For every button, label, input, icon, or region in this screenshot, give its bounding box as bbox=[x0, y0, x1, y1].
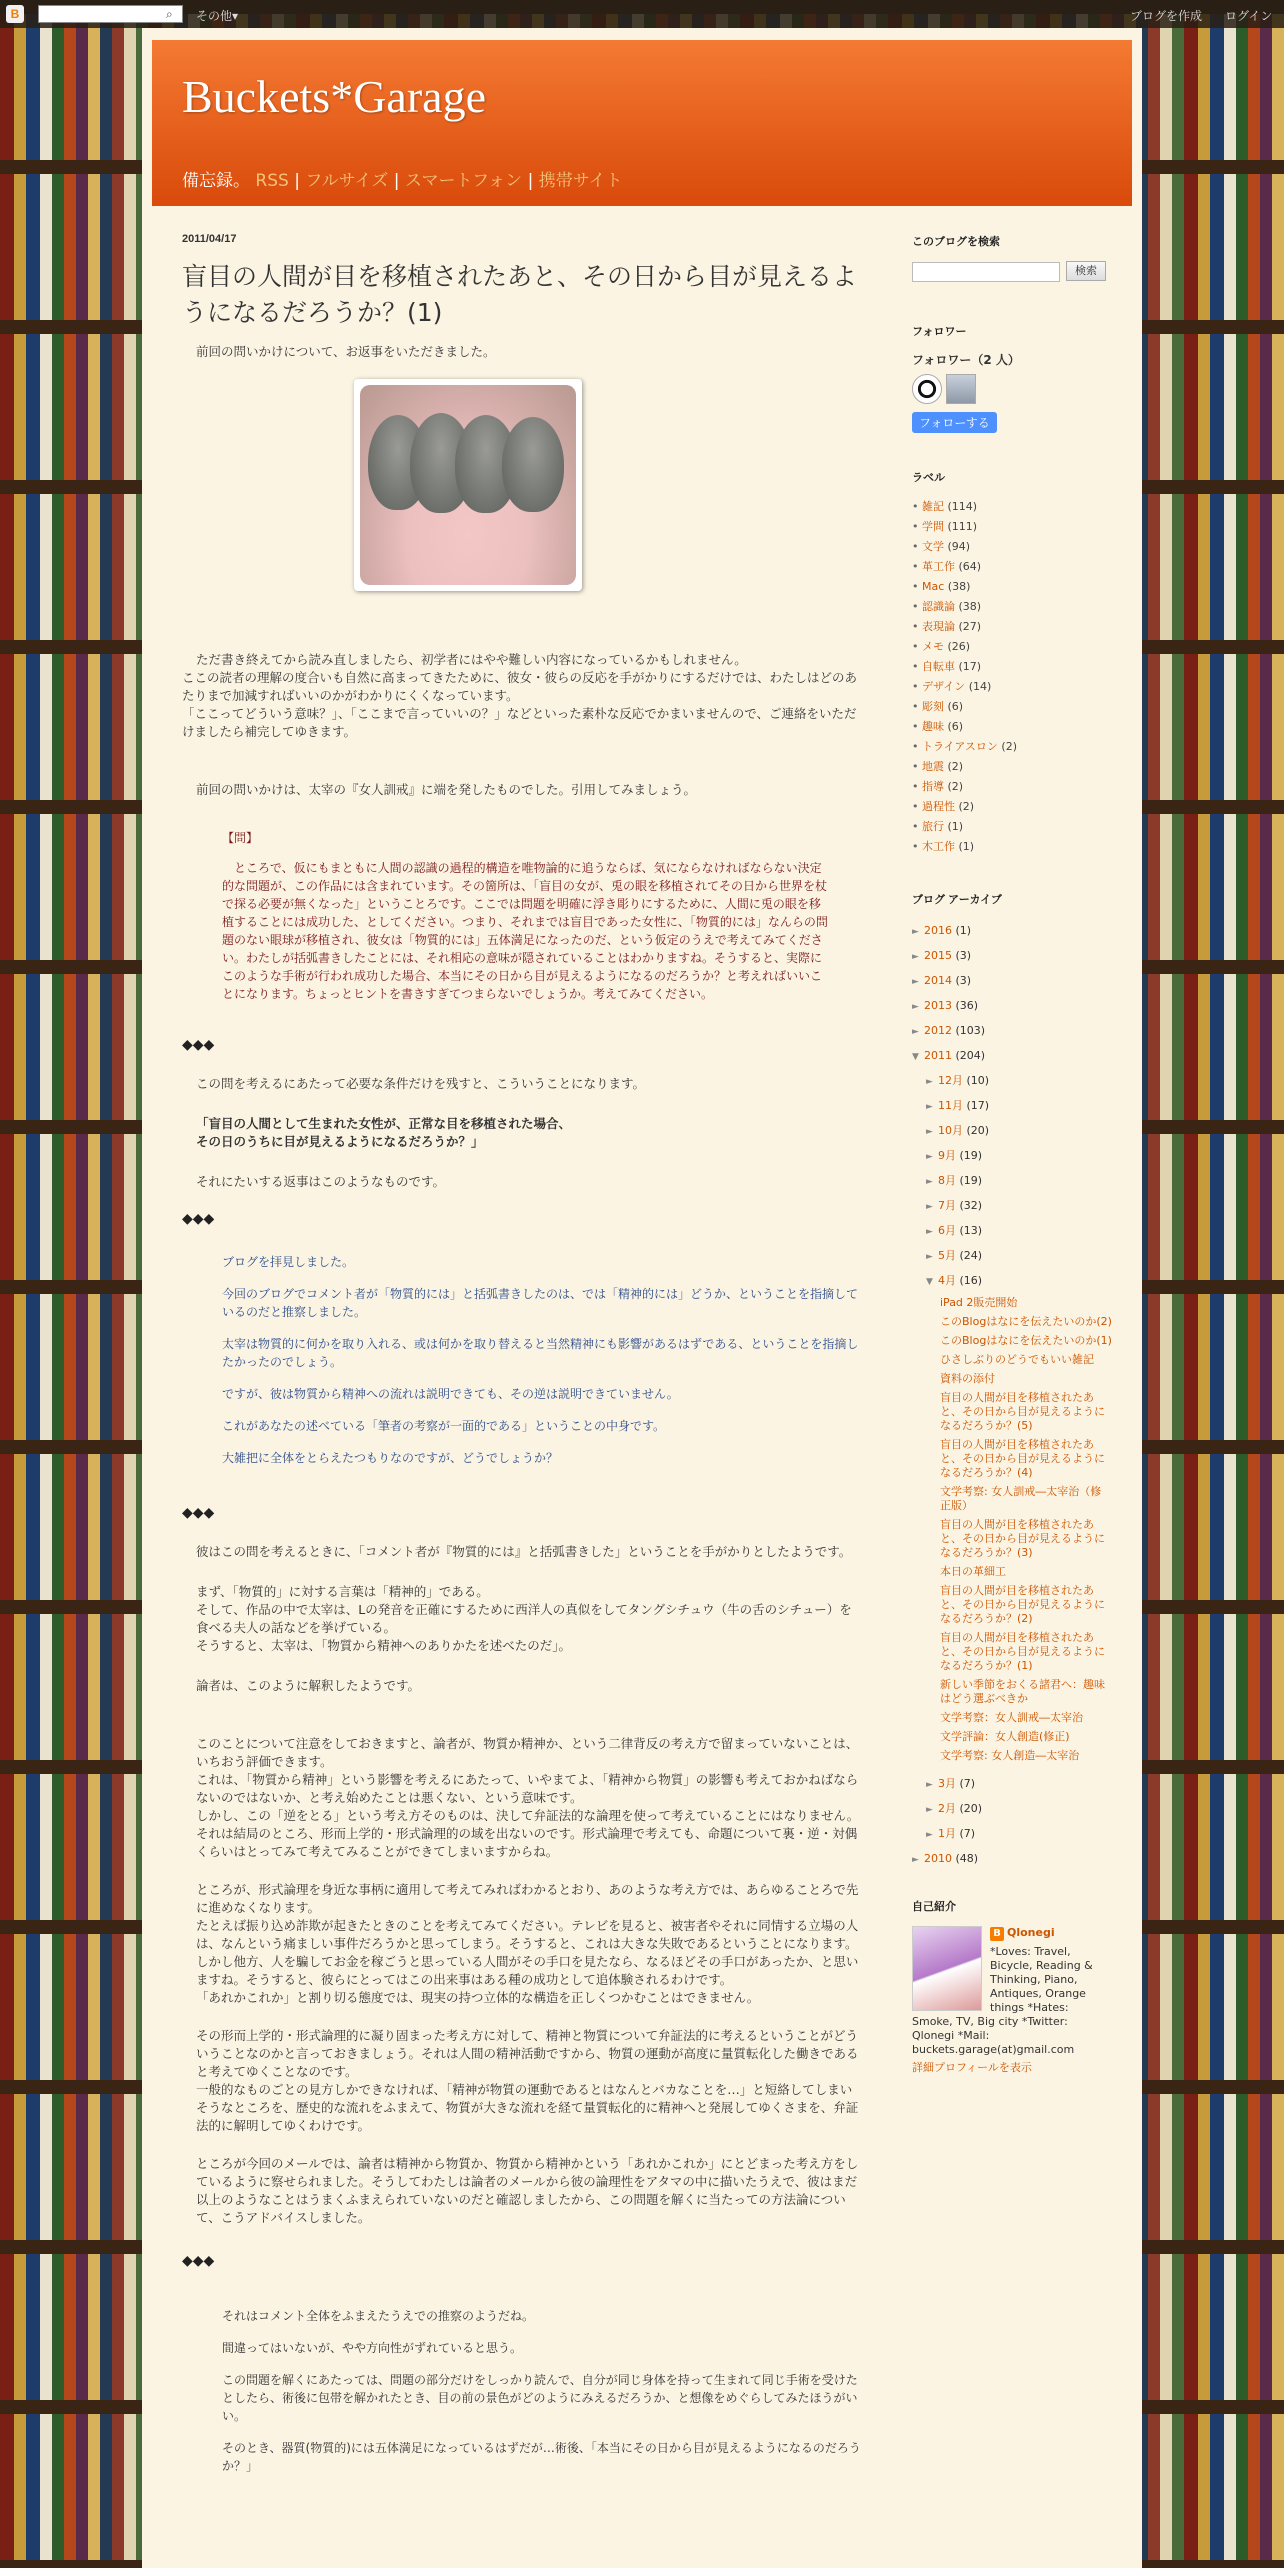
label-count: (2) bbox=[944, 780, 964, 793]
archive-count: (3) bbox=[952, 949, 972, 962]
post-title[interactable]: 盲目の人間が目を移植されたあと、その日から目が見えるようになるだろうか？(1) bbox=[182, 262, 858, 327]
archive-post-link[interactable]: ひさしぶりのどうでもいい雑記 bbox=[940, 1353, 1094, 1366]
collapse-arrow-icon[interactable]: ▼ bbox=[912, 1052, 919, 1062]
post-date: 2011/04/17 bbox=[182, 233, 237, 245]
archive-year[interactable] bbox=[912, 969, 1112, 994]
archive-link[interactable]: 2月 bbox=[938, 1802, 956, 1815]
create-blog-link[interactable]: ブログを作成 bbox=[1130, 9, 1203, 23]
post-photo[interactable] bbox=[354, 379, 582, 591]
archive-year[interactable] bbox=[912, 1044, 1112, 1069]
label-item[interactable] bbox=[912, 757, 1112, 777]
archive-link[interactable]: 2016 bbox=[924, 924, 952, 937]
post-column bbox=[182, 233, 862, 2489]
label-item[interactable] bbox=[912, 597, 1112, 617]
label-count: (26) bbox=[944, 640, 971, 653]
follow-button[interactable]: フォローする bbox=[912, 412, 997, 433]
reply-text: ブログを拝見しました。 bbox=[222, 1255, 355, 1269]
navbar-more-menu[interactable]: その他▾ bbox=[196, 9, 239, 23]
follower-count: フォロワー（2 人） bbox=[912, 353, 1020, 367]
archive-tree bbox=[912, 919, 1112, 1872]
label-link[interactable]: 学問 bbox=[922, 520, 944, 533]
paragraph: ところが、形式論理を身近な事柄に適用して考えてみればわかるとおり、あのような考え方では、あらゆることろで先に進めなくなります。 bbox=[196, 1882, 859, 1915]
paragraph: 彼はこの問を考えるときに、「コメント者が『物質的には』と括弧書きした」ということを手がかりとしたようです。 bbox=[196, 1544, 852, 1559]
archive-post-link[interactable]: 文学考察: 女人訓戒―太宰治（修正版） bbox=[940, 1485, 1102, 1512]
archive-count: (1) bbox=[952, 924, 972, 937]
label-link[interactable]: 自転車 bbox=[922, 660, 955, 673]
label-count: (38) bbox=[955, 600, 982, 613]
archive-post-link[interactable]: 文学考察: 女人創造―太宰治 bbox=[940, 1749, 1080, 1762]
blog-search-input[interactable] bbox=[912, 262, 1060, 282]
paragraph: ところが今回のメールでは、論者は精神から物質か、物質から精神かという「あれかこれか」にとどまった考え方をしているように察せられました。そうしてわたしは論者のメールから彼の論理性をアタマの中に描いたうえで、彼はまだ以上のようなことはうまくふまえられていないのだと確認しましたから、この問題を解くに当たっての方法論について、こうアドバイスしました。 bbox=[196, 2156, 859, 2225]
archive-post-link[interactable]: 盲目の人間が目を移植されたあと、その日から目が見えるようになるだろうか？(2) bbox=[940, 1584, 1105, 1625]
label-link[interactable]: 旅行 bbox=[922, 820, 944, 833]
archive-post-link[interactable]: 本日の革細工 bbox=[940, 1565, 1006, 1578]
expand-arrow-icon[interactable]: ► bbox=[912, 1027, 919, 1037]
expand-arrow-icon[interactable]: ► bbox=[926, 1252, 933, 1262]
paragraph: 前回の問いかけは、太宰の『女人訓戒』に端を発したものでした。引用してみましょう。 bbox=[196, 782, 697, 797]
reply-text: ですが、彼は物質から精神への流れは説明できても、その逆は説明できていません。 bbox=[222, 1387, 679, 1401]
advice-text: この問題を解くにあたっては、問題の部分だけをしっかり読んで、自分が同じ身体を持って生まれて同じ手術を受けたとしたら、術後に包帯を解かれたとき、目の前の景色がどのようにみえるだろうか、と想像をめぐらしてみたほうがいい。 bbox=[222, 2373, 858, 2423]
label-link[interactable]: 地震 bbox=[922, 760, 944, 773]
search-button[interactable]: 検索 bbox=[1066, 261, 1106, 281]
blog-tagline: 備忘録。 bbox=[182, 171, 250, 191]
archive-month[interactable] bbox=[912, 1822, 1112, 1847]
archive-count: (16) bbox=[956, 1274, 983, 1287]
archive-link[interactable]: 1月 bbox=[938, 1827, 956, 1840]
label-item[interactable] bbox=[912, 837, 1112, 857]
archive-link[interactable]: 2013 bbox=[924, 999, 952, 1012]
label-item[interactable] bbox=[912, 637, 1112, 657]
label-link[interactable]: 過程性 bbox=[922, 800, 955, 813]
section-divider: ◆◆◆ bbox=[182, 1211, 215, 1227]
label-count: (27) bbox=[955, 620, 982, 633]
bullet-icon: • bbox=[912, 780, 922, 793]
archive-post-link[interactable]: 盲目の人間が目を移植されたあと、その日から目が見えるようになるだろうか？(3) bbox=[940, 1518, 1105, 1559]
archive-count: (7) bbox=[956, 1827, 976, 1840]
archive-year[interactable] bbox=[912, 944, 1112, 969]
label-item[interactable] bbox=[912, 697, 1112, 717]
blog-header bbox=[152, 40, 1132, 206]
follower-avatar[interactable] bbox=[912, 374, 942, 404]
reply-text: 太宰は物質的に何かを取り入れる、或は何かを取り替えると当然精神にも影響があるはずである、ということを指摘したかったのでしょう。 bbox=[222, 1337, 859, 1369]
archive-link[interactable]: 5月 bbox=[938, 1249, 956, 1262]
archive-count: (7) bbox=[956, 1777, 976, 1790]
paragraph: この問を考えるにあたって必要な条件だけを残すと、こういうことになります。 bbox=[196, 1076, 646, 1091]
profile-name-text[interactable]: Qlonegi bbox=[1007, 1926, 1055, 1939]
label-item[interactable] bbox=[912, 737, 1112, 757]
archive-post-list bbox=[912, 1294, 1112, 1772]
archive-count: (3) bbox=[952, 974, 972, 987]
bullet-icon: • bbox=[912, 540, 922, 553]
archive-year[interactable] bbox=[912, 1847, 1112, 1872]
archive-post-link[interactable]: 盲目の人間が目を移植されたあと、その日から目が見えるようになるだろうか？(5) bbox=[940, 1391, 1105, 1432]
label-link[interactable]: デザイン bbox=[922, 680, 966, 693]
bullet-icon: • bbox=[912, 820, 922, 833]
reply-text: 今回のブログでコメント者が「物質的には」と括弧書きしたのは、では「精神的には」どうか、ということを指摘しているのだと推察しました。 bbox=[222, 1287, 859, 1319]
label-count: (111) bbox=[944, 520, 978, 533]
archive-count: (17) bbox=[963, 1099, 990, 1112]
paragraph: ここの読者の理解の度合いも自然に高まってきたために、彼女・彼らの反応を手がかりにするだけでは、わたしはどのあたりまで加減すればいいのかがわかりにくくなっています。 bbox=[182, 670, 858, 703]
paragraph: たとえば振り込め詐欺が起きたときのことを考えてみてください。テレビを見ると、被害者やそれに同情する立場の人は、なんという痛ましい事件だろうかと思ってしまう。そうすると、これは大きな失敗であるということになります。しかし他方、人を騙してお金を稼ごうと思っている人間がその手口を見たなら、なるほどその手口があったか、と思いますね。そうすると、彼らにとってはこの出来事はある種の成功として追体験されるわけです。 bbox=[196, 1918, 859, 1987]
label-link[interactable]: 文学 bbox=[922, 540, 944, 553]
follower-avatars bbox=[912, 374, 1112, 404]
bullet-icon: • bbox=[912, 600, 922, 613]
bullet-icon: • bbox=[912, 520, 922, 533]
expand-arrow-icon[interactable]: ► bbox=[912, 1002, 919, 1012]
mobile-site-link[interactable]: 携帯サイト bbox=[538, 171, 623, 191]
archive-link[interactable]: 2011 bbox=[924, 1049, 952, 1062]
expand-arrow-icon[interactable]: ► bbox=[926, 1202, 933, 1212]
expand-arrow-icon[interactable]: ► bbox=[926, 1077, 933, 1087]
label-item[interactable] bbox=[912, 717, 1112, 737]
profile-link[interactable]: 詳細プロフィールを表示 bbox=[912, 2061, 1032, 2074]
bullet-icon: • bbox=[912, 640, 922, 653]
bullet-icon: • bbox=[912, 680, 922, 693]
archive-link[interactable]: 2010 bbox=[924, 1852, 952, 1865]
expand-arrow-icon[interactable]: ► bbox=[926, 1127, 933, 1137]
bullet-icon: • bbox=[912, 800, 922, 813]
paragraph: その形而上学的・形式論理的に凝り固まった考え方に対して、精神と物質について弁証法的に考えるということがどういうことなのかと言っておきましょう。それは人間の精神活動ですから、物質の運動が高度に量質転化した働きであると考えてゆくことなのです。 bbox=[196, 2028, 859, 2079]
expand-arrow-icon[interactable]: ► bbox=[912, 977, 919, 987]
archive-link[interactable]: 3月 bbox=[938, 1777, 956, 1790]
post-intro: 前回の問いかけについて、お返事をいただきました。 bbox=[196, 344, 496, 359]
label-link[interactable]: 指導 bbox=[922, 780, 944, 793]
archive-year[interactable] bbox=[912, 919, 1112, 944]
bullet-icon: • bbox=[912, 580, 922, 593]
smartphone-link[interactable]: スマートフォン bbox=[404, 171, 523, 191]
archive-count: (20) bbox=[963, 1124, 990, 1137]
label-link[interactable]: 趣味 bbox=[922, 720, 944, 733]
archive-year[interactable] bbox=[912, 994, 1112, 1019]
sidebar bbox=[912, 233, 1112, 2075]
expand-arrow-icon[interactable]: ► bbox=[912, 927, 919, 937]
archive-post-link[interactable]: 盲目の人間が目を移植されたあと、その日から目が見えるようになるだろうか？(1) bbox=[940, 1631, 1105, 1672]
restated-question: 「盲目の人間として生まれた女性が、正常な目を移植された場合、 bbox=[196, 1116, 572, 1131]
page-container bbox=[142, 28, 1142, 2568]
paragraph: まず、「物質的」に対する言葉は「精神的」である。 bbox=[196, 1584, 489, 1599]
advice-text: 間違ってはいないが、やや方向性がずれていると思う。 bbox=[222, 2341, 523, 2355]
archive-month[interactable] bbox=[912, 1069, 1112, 1094]
bullet-icon: • bbox=[912, 560, 922, 573]
restated-question: その日のうちに目が見えるようになるだろうか？」 bbox=[196, 1134, 484, 1149]
blogger-navbar bbox=[0, 0, 1284, 28]
archive-post-link[interactable]: 新しい季節をおくる諸君へ：趣味はどう選ぶべきか bbox=[940, 1678, 1105, 1705]
search-widget bbox=[912, 261, 1112, 283]
profile-widget-title: 自己紹介 bbox=[912, 1901, 956, 1913]
archive-link[interactable]: 9月 bbox=[938, 1149, 956, 1162]
archive-post-link[interactable]: このBlogはなにを伝えたいのか(1) bbox=[940, 1334, 1112, 1347]
archive-link[interactable]: 12月 bbox=[938, 1074, 963, 1087]
label-item[interactable] bbox=[912, 797, 1112, 817]
bullet-icon: • bbox=[912, 760, 922, 773]
bullet-icon: • bbox=[912, 620, 922, 633]
label-count: (114) bbox=[944, 500, 978, 513]
label-item[interactable] bbox=[912, 617, 1112, 637]
expand-arrow-icon[interactable]: ► bbox=[912, 952, 919, 962]
archive-year[interactable] bbox=[912, 1019, 1112, 1044]
archive-month[interactable] bbox=[912, 1219, 1112, 1244]
paragraph: このことについて注意をしておきますと、論者が、物質か精神か、という二律背反の考え方で留まっていないことは、いちおう評価できます。 bbox=[196, 1736, 859, 1769]
expand-arrow-icon[interactable]: ► bbox=[926, 1780, 933, 1790]
label-item[interactable] bbox=[912, 777, 1112, 797]
archive-month[interactable] bbox=[912, 1144, 1112, 1169]
archive-count: (10) bbox=[963, 1074, 990, 1087]
label-item[interactable] bbox=[912, 537, 1112, 557]
paragraph: 「ここってどういう意味？」、「ここまで言っていいの？」などといった素朴な反応でかまいませんので、ご連絡をいただけましたら補完してゆきます。 bbox=[182, 706, 857, 739]
expand-arrow-icon[interactable]: ► bbox=[926, 1102, 933, 1112]
archive-month[interactable] bbox=[912, 1094, 1112, 1119]
archive-post-link[interactable]: 資料の添付 bbox=[940, 1372, 995, 1385]
archive-count: (103) bbox=[952, 1024, 986, 1037]
expand-arrow-icon[interactable]: ► bbox=[926, 1227, 933, 1237]
otter-pups-image bbox=[360, 385, 576, 585]
label-count: (6) bbox=[944, 700, 964, 713]
paragraph: 論者は、このように解釈したようです。 bbox=[196, 1678, 421, 1693]
archive-count: (32) bbox=[956, 1199, 983, 1212]
archive-count: (19) bbox=[956, 1174, 983, 1187]
paragraph: 「あれかこれか」と割り切る態度では、現実の持つ立体的な構造を正しくつかむことはできません。 bbox=[196, 1990, 760, 2005]
advice-text: それはコメント全体をふまえたうえでの推察のようだね。 bbox=[222, 2309, 535, 2323]
label-link[interactable]: トライアスロン bbox=[922, 740, 998, 753]
collapse-arrow-icon[interactable]: ▼ bbox=[926, 1277, 933, 1287]
archive-link[interactable]: 8月 bbox=[938, 1174, 956, 1187]
label-link[interactable]: 革工作 bbox=[922, 560, 955, 573]
archive-link[interactable]: 11月 bbox=[938, 1099, 963, 1112]
label-link[interactable]: 認識論 bbox=[922, 600, 955, 613]
paragraph: そして、作品の中で太宰は、Lの発音を正確にするために西洋人の真似をしてタングシチュウ（牛の舌のシチュー）を食べる夫人の話などを挙げている。 bbox=[196, 1602, 852, 1635]
navbar-search-input[interactable] bbox=[38, 5, 183, 23]
blog-description bbox=[182, 166, 623, 191]
archive-count: (24) bbox=[956, 1249, 983, 1262]
archive-count: (204) bbox=[952, 1049, 986, 1062]
label-count: (94) bbox=[944, 540, 971, 553]
paragraph: ただ書き終えてから読み直しましたら、初学者にはやや難しい内容になっているかもしれません。 bbox=[196, 652, 747, 667]
profile-text: *Loves: Travel, Bicycle, Reading & Thinking, Piano, Antiques, Orange things *Hates: Smoke, TV, Big city *Twitter: Qlonegi *Mail: buckets.garage(at)gmail.com bbox=[912, 1945, 1093, 2056]
label-link[interactable]: 木工作 bbox=[922, 840, 955, 853]
separator: | bbox=[393, 171, 400, 191]
bullet-icon: • bbox=[912, 500, 922, 513]
fullsize-link[interactable]: フルサイズ bbox=[305, 171, 389, 191]
separator: | bbox=[294, 171, 300, 191]
expand-arrow-icon[interactable]: ► bbox=[926, 1152, 933, 1162]
reply-text: 大雑把に全体をとらえたつもりなのですが、どうでしょうか？ bbox=[222, 1451, 559, 1465]
follower-avatar[interactable] bbox=[946, 374, 976, 404]
blogger-logo-icon[interactable]: B bbox=[6, 5, 24, 23]
archive-post-link[interactable]: 文学考察：女人訓戒―太宰治 bbox=[940, 1711, 1083, 1724]
label-count: (6) bbox=[944, 720, 964, 733]
archive-link[interactable]: 7月 bbox=[938, 1199, 956, 1212]
archive-month[interactable] bbox=[912, 1119, 1112, 1144]
blog-title[interactable]: Buckets*Garage bbox=[182, 71, 486, 122]
section-divider: ◆◆◆ bbox=[182, 1505, 215, 1521]
archive-month[interactable] bbox=[912, 1797, 1112, 1822]
label-link[interactable]: 雑記 bbox=[922, 500, 944, 513]
archive-month[interactable] bbox=[912, 1169, 1112, 1194]
label-count: (2) bbox=[955, 800, 975, 813]
label-count: (2) bbox=[997, 740, 1017, 753]
archive-link[interactable]: 2015 bbox=[924, 949, 952, 962]
label-item[interactable] bbox=[912, 577, 1112, 597]
archive-link[interactable]: 10月 bbox=[938, 1124, 963, 1137]
label-link[interactable]: 彫刻 bbox=[922, 700, 944, 713]
advice-text: そのとき、器質(物質的)には五体満足になっているはずだが…術後、「本当にその日から目が見えるようになるのだろうか？」 bbox=[222, 2441, 861, 2473]
expand-arrow-icon[interactable]: ► bbox=[926, 1177, 933, 1187]
archive-count: (19) bbox=[956, 1149, 983, 1162]
archive-widget-title: ブログ アーカイブ bbox=[912, 894, 1002, 906]
archive-link[interactable]: 4月 bbox=[938, 1274, 956, 1287]
label-item[interactable] bbox=[912, 817, 1112, 837]
followers-widget-title: フォロワー bbox=[912, 326, 967, 338]
search-icon[interactable]: ⌕ bbox=[166, 7, 173, 21]
paragraph: これは、「物質から精神」という影響を考えるにあたって、いやまてよ、「精神から物質」の影響も考えておかねばならないのではないか、と考え始めたことは悪くない、という意味です。 bbox=[196, 1772, 859, 1805]
archive-count: (36) bbox=[952, 999, 979, 1012]
section-divider: ◆◆◆ bbox=[182, 2253, 215, 2269]
separator: | bbox=[527, 171, 534, 191]
archive-link[interactable]: 6月 bbox=[938, 1224, 956, 1237]
archive-post-link[interactable]: 盲目の人間が目を移植されたあと、その日から目が見えるようになるだろうか？(4) bbox=[940, 1438, 1105, 1479]
label-item[interactable] bbox=[912, 497, 1112, 517]
profile-widget bbox=[912, 1926, 1112, 2075]
archive-month[interactable] bbox=[912, 1194, 1112, 1219]
login-link[interactable]: ログイン bbox=[1225, 9, 1273, 23]
photo-area bbox=[182, 379, 862, 639]
expand-arrow-icon[interactable]: ► bbox=[912, 1855, 919, 1865]
bullet-icon: • bbox=[912, 660, 922, 673]
bullet-icon: • bbox=[912, 720, 922, 733]
archive-month[interactable] bbox=[912, 1269, 1112, 1294]
rss-link[interactable]: RSS bbox=[255, 171, 289, 191]
profile-image[interactable] bbox=[912, 1926, 982, 2011]
label-item[interactable] bbox=[912, 557, 1112, 577]
paragraph: そうすると、太宰は、「物質から精神へのありかたを述べたのだ」。 bbox=[196, 1638, 572, 1653]
quote-heading: 【問】 bbox=[222, 831, 259, 845]
expand-arrow-icon[interactable]: ► bbox=[926, 1805, 933, 1815]
label-link[interactable]: メモ bbox=[922, 640, 944, 653]
label-count: (1) bbox=[955, 840, 975, 853]
label-count: (64) bbox=[955, 560, 982, 573]
archive-count: (20) bbox=[956, 1802, 983, 1815]
quote-body: ところで、仮にもまともに人間の認識の過程的構造を唯物論的に追うならば、気にならなければならない決定的な問題が、この作品には含まれています。その箇所は、「盲目の女が、兎の眼を移植されてその日から世界を杖で探る必要が無くなった」ということろです。ここでは問題を明確に浮き彫りにするために、人間に兎の眼を移植することには成功した、としてください。つまり、それまでは盲目であった女性に、「物質的には」なんらの問題のない眼球が移植され、彼女は「物質的には」五体満足になったのだ、という仮定のうえで考えてみてください。わたしが括弧書きしたことには、それ相応の意味が隠されていることはわかりますね。そうすると、実際にこのような手術が行われ成功した場合、本当にその日から目が見えるようになるのだろうか？と考えればいいことになります。ちょっとヒントを書きすぎてつまらないでしょうか。考えてみてください。 bbox=[222, 861, 828, 1001]
bullet-icon: • bbox=[912, 700, 922, 713]
label-count: (14) bbox=[965, 680, 992, 693]
search-widget-title: このブログを検索 bbox=[912, 236, 1000, 248]
label-count: (1) bbox=[944, 820, 964, 833]
bullet-icon: • bbox=[912, 840, 922, 853]
label-link[interactable]: 表現論 bbox=[922, 620, 955, 633]
paragraph: 一般的なものごとの見方しかできなければ、「精神が物質の運動であるとはなんとバカなことを…」と短絡してしまいそうなところを、歴史的な流れをふまえて、物質が大きな流れを経て量質転化的に精神へと発展してゆくさまを、弁証法的に解明してゆくわけです。 bbox=[196, 2082, 859, 2133]
archive-month[interactable] bbox=[912, 1244, 1112, 1269]
label-link[interactable]: Mac bbox=[922, 580, 945, 593]
label-item[interactable] bbox=[912, 657, 1112, 677]
archive-month[interactable] bbox=[912, 1772, 1112, 1797]
paragraph: しかし、この「逆をとる」という考え方そのものは、決して弁証法的な論理を使って考えていることにはなりません。それは結局のところ、形而上学的・形式論理的の域を出ないのです。形式論理で考えても、命題について裏・逆・対偶くらいはとってみて考えてみることができてしまいますからね。 bbox=[196, 1808, 860, 1859]
archive-count: (13) bbox=[956, 1224, 983, 1237]
label-item[interactable] bbox=[912, 517, 1112, 537]
labels-list bbox=[912, 497, 1112, 857]
archive-post-link[interactable]: iPad 2販売開始 bbox=[940, 1296, 1018, 1309]
archive-link[interactable]: 2014 bbox=[924, 974, 952, 987]
label-item[interactable] bbox=[912, 677, 1112, 697]
archive-count: (48) bbox=[952, 1852, 979, 1865]
label-count: (17) bbox=[955, 660, 982, 673]
expand-arrow-icon[interactable]: ► bbox=[926, 1830, 933, 1840]
archive-link[interactable]: 2012 bbox=[924, 1024, 952, 1037]
archive-post-link[interactable]: 文学評論：女人創造(修正) bbox=[940, 1730, 1070, 1743]
label-count: (2) bbox=[944, 760, 964, 773]
paragraph: それにたいする返事はこのようなものです。 bbox=[196, 1174, 446, 1189]
reply-text: これがあなたの述べている「筆者の考察が一面的である」ということの中身です。 bbox=[222, 1419, 666, 1433]
label-count: (38) bbox=[944, 580, 971, 593]
section-divider: ◆◆◆ bbox=[182, 1037, 215, 1053]
bullet-icon: • bbox=[912, 740, 922, 753]
blogger-icon: B bbox=[990, 1927, 1004, 1941]
archive-post-link[interactable]: このBlogはなにを伝えたいのか(2) bbox=[940, 1315, 1112, 1328]
labels-widget-title: ラベル bbox=[912, 472, 945, 484]
